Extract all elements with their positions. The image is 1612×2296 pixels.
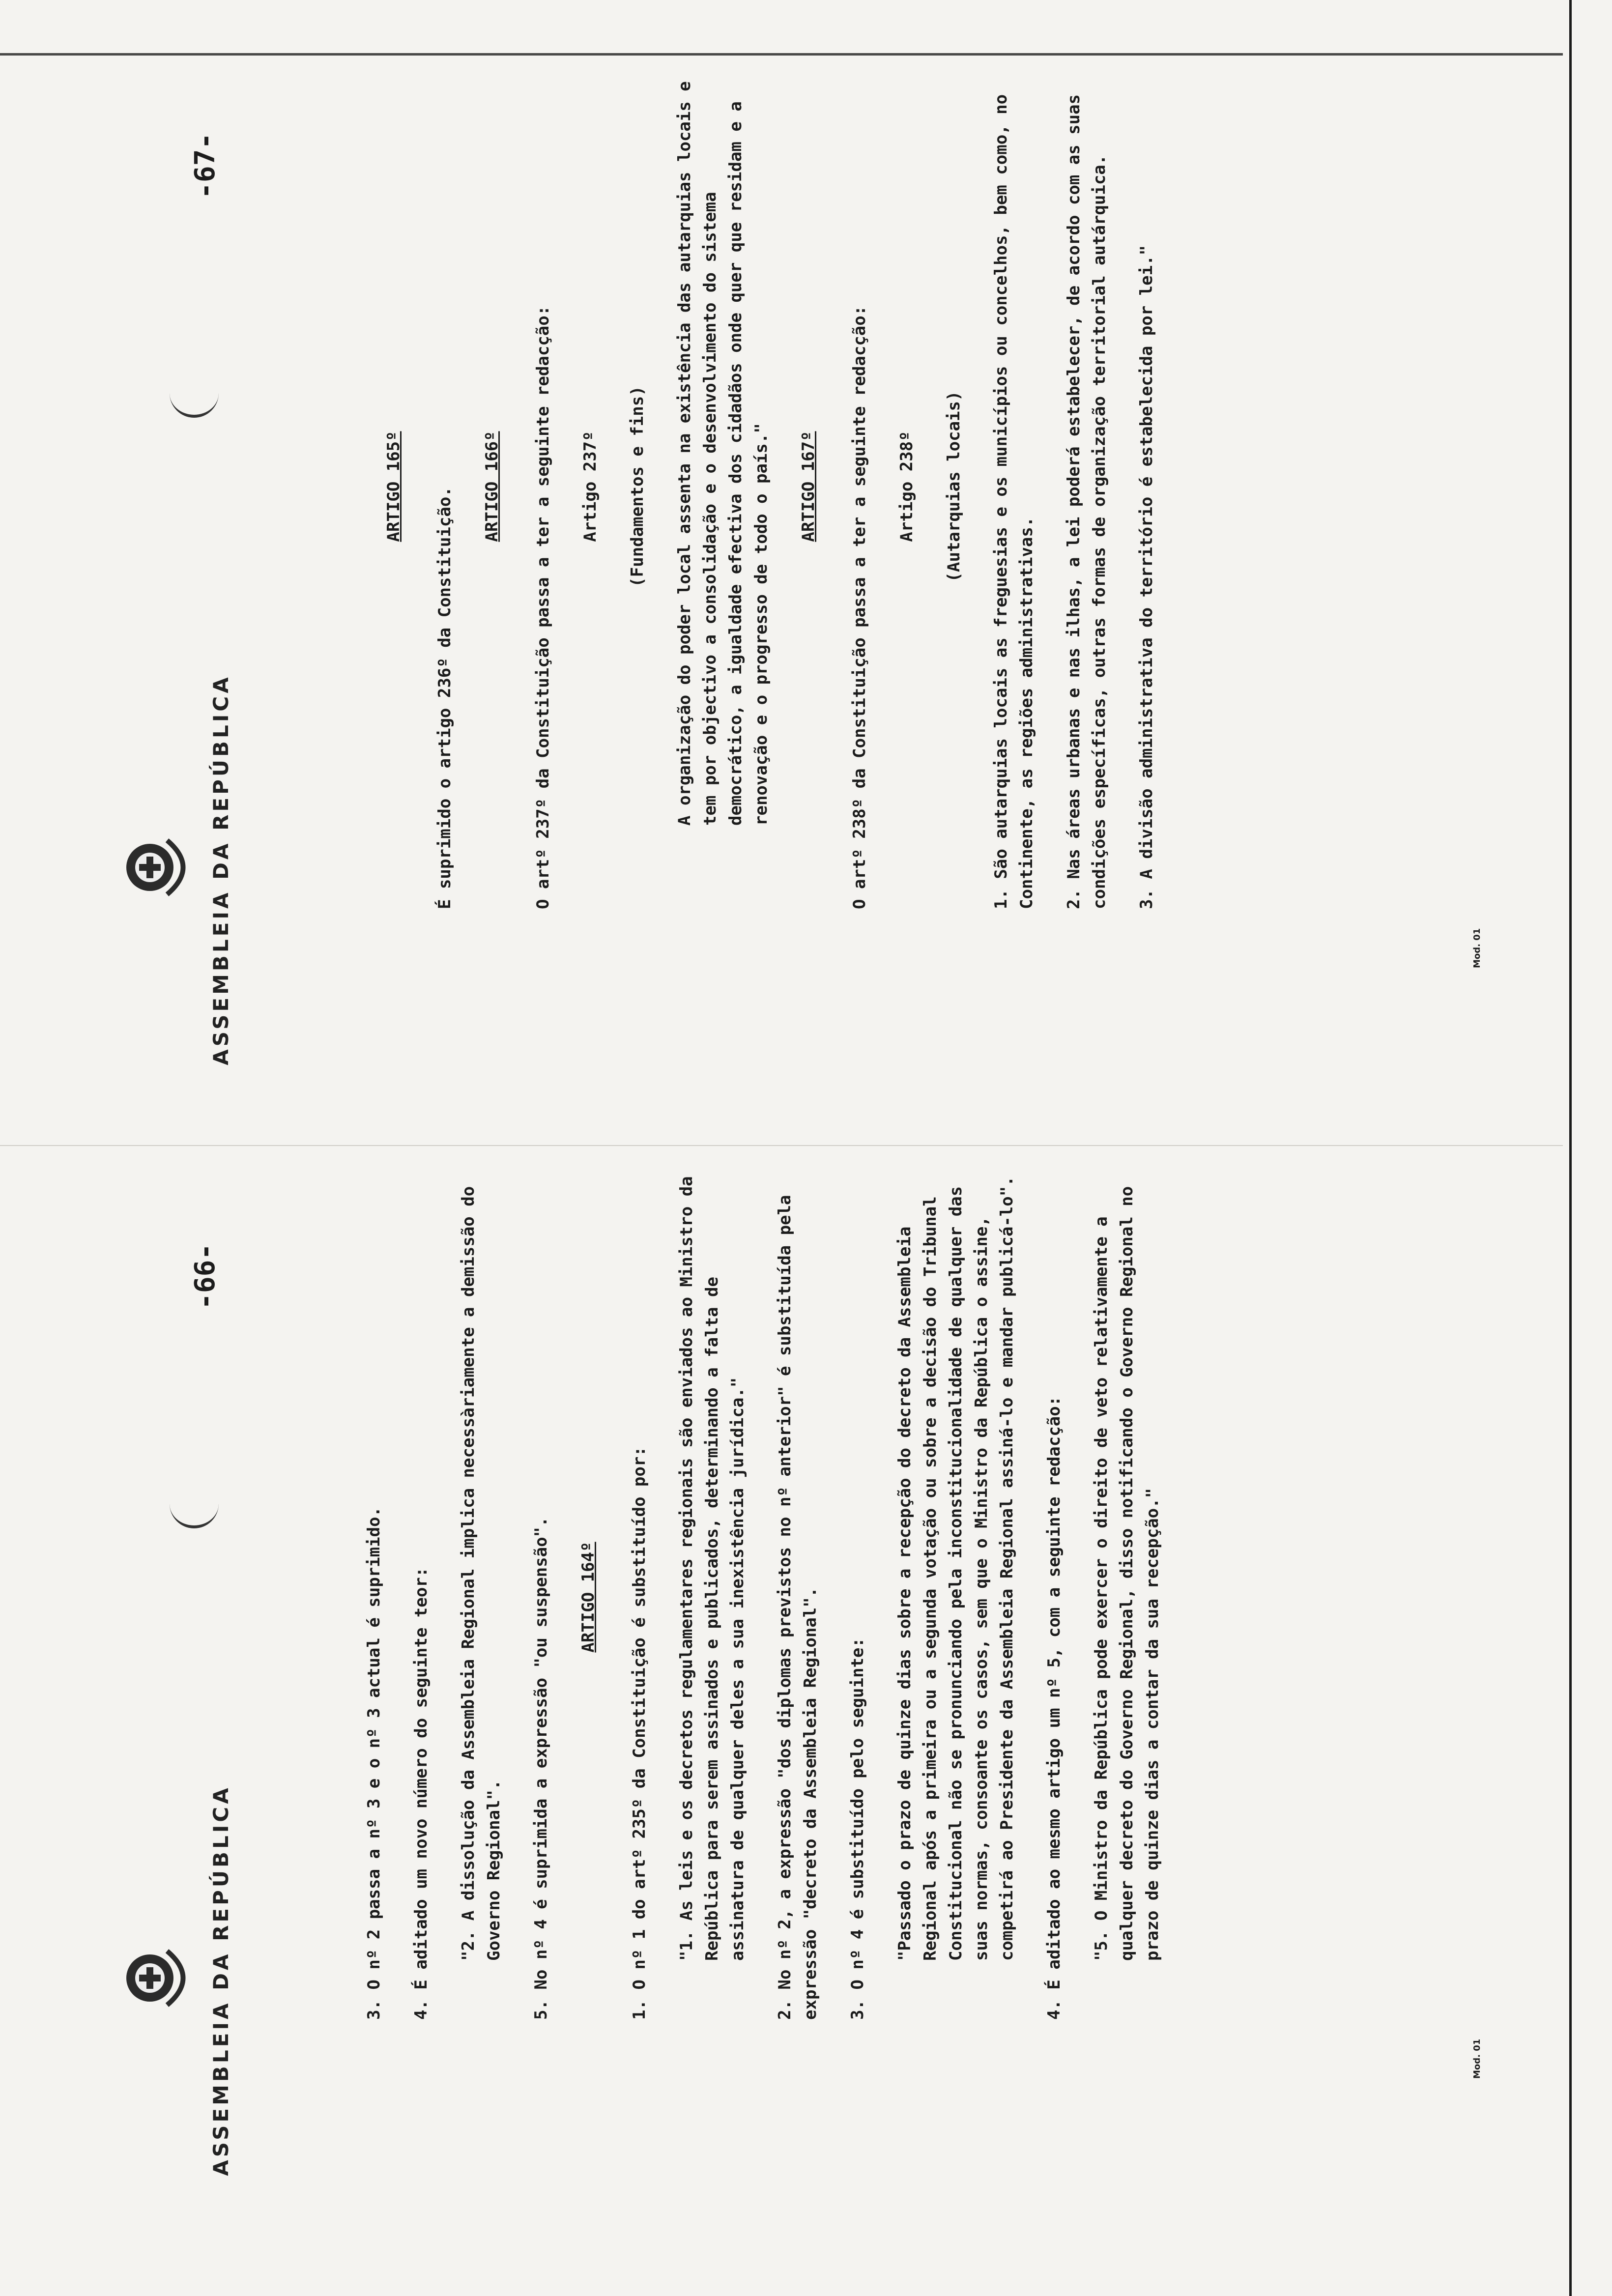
- page-fold: [0, 1145, 1563, 1146]
- article-subheading: Artigo 237º: [580, 431, 600, 542]
- page-header: [115, 59, 243, 1116]
- paragraph: 4. É aditado ao mesmo artigo um nº 5, com a seguinte redacção:: [1044, 1396, 1064, 2020]
- agency-name: ASSEMBLEIA DA REPÚBLICA: [209, 674, 233, 1065]
- paragraph: 1. O nº 1 do artº 235º da Constituição é substituído por:: [630, 1446, 649, 2020]
- paragraph: 3. A divisão administrativa do território é estabelecida por lei.": [1137, 245, 1156, 909]
- footer-note: Mod. 01: [1472, 928, 1482, 968]
- article-heading: ARTIGO 165º: [384, 431, 403, 542]
- coat-of-arms-icon: [115, 1941, 199, 2015]
- quoted-paragraph: A organização do poder local assenta na existência das autarquias locais e tem por objectivo a consolidação e o desenvolvimento do sistema democrático, a igualdade efectiva dos cidadãos onde quer que residam e a renovação e o progresso de todo o país.": [675, 81, 771, 826]
- paragraph: É suprimido o artigo 236º da Constituição.: [435, 487, 455, 909]
- quoted-paragraph: "Passado o prazo de quinze dias sobre a recepção do decreto da Assembleia Regional após a primeira ou a segunda votação ou sobre a decisão do Tribunal Constitucional não se pronunciando pela inconstitucionalidade de qualquer das suas normas, consoante os casos, sem que o Ministro da República o assine, competirá ao Presidente da Assembleia Regional assiná-lo e mandar publicá-lo".: [895, 1176, 1017, 1961]
- article-heading: ARTIGO 166º: [482, 431, 502, 542]
- page-66: [86, 1170, 1531, 2226]
- quoted-paragraph: "2. A dissolução da Assembleia Regional implica necessàriamente a demissão do Governo Regional".: [459, 1186, 504, 1961]
- page-number: -67-: [189, 133, 221, 199]
- page-number: -66-: [189, 1243, 221, 1310]
- paragraph: 4. É aditado um novo número do seguinte teor:: [411, 1567, 431, 2020]
- page-67: [86, 59, 1531, 1116]
- agency-name: ASSEMBLEIA DA REPÚBLICA: [209, 1785, 233, 2176]
- page-body: [361, 1175, 1187, 2020]
- paragraph: O artº 237º da Constituição passa a ter a seguinte redacção:: [533, 305, 553, 909]
- paragraph: 3. O nº 2 passa a nº 3 e o nº 3 actual é suprimido.: [364, 1507, 384, 2020]
- quoted-paragraph: "1. As leis e os decretos regulamentares regionais são enviados ao Ministro da República para serem assinados e publicados, determinando a falta de assinatura de qualquer deles a sua inexistência jurídica.": [677, 1176, 748, 1961]
- paragraph: 3. O nº 4 é substituído pelo seguinte:: [848, 1637, 867, 2020]
- binding-mark: [170, 380, 219, 418]
- sheet-top-edge: [0, 53, 1563, 56]
- article-subheading: Artigo 238º: [897, 431, 917, 542]
- paragraph: 2. Nas áreas urbanas e nas ilhas, a lei poderá estabelecer, de acordo com as suas condições específicas, outras formas de organização territorial autárquica.: [1064, 94, 1109, 909]
- paragraph: O artº 238º da Constituição passa a ter a seguinte redacção:: [850, 305, 869, 909]
- page-header: [115, 1170, 243, 2226]
- page-body: [361, 64, 1181, 909]
- article-subtitle: (Autarquias locais): [944, 391, 964, 582]
- paragraph: 5. No nº 4 é suprimida a expressão "ou suspensão".: [531, 1517, 551, 2020]
- footer-note: Mod. 01: [1472, 2038, 1482, 2079]
- article-heading: ARTIGO 167º: [799, 431, 818, 542]
- binding-mark: [170, 1491, 219, 1528]
- paragraph: 1. São autarquias locais as freguesias e os municípios ou concelhos, bem como, no Continente, as regiões administrativas.: [991, 94, 1036, 909]
- coat-of-arms-icon: [115, 831, 199, 904]
- article-subtitle: (Fundamentos e fins): [628, 386, 647, 587]
- paragraph: 2. No nº 2, a expressão "dos diplomas previstos no nº anterior" é substituída pela expressão "decreto da Assembleia Regional".: [775, 1195, 820, 2020]
- quoted-paragraph: "5. O Ministro da República pode exercer o direito de veto relativamente a qualquer decreto do Governo Regional, disso notificando o Governo Regional no prazo de quinze dias a contar da sua recepção.": [1092, 1186, 1162, 1961]
- article-heading: ARTIGO 164º: [578, 1542, 598, 1653]
- sheet-right-edge: [1569, 0, 1572, 2296]
